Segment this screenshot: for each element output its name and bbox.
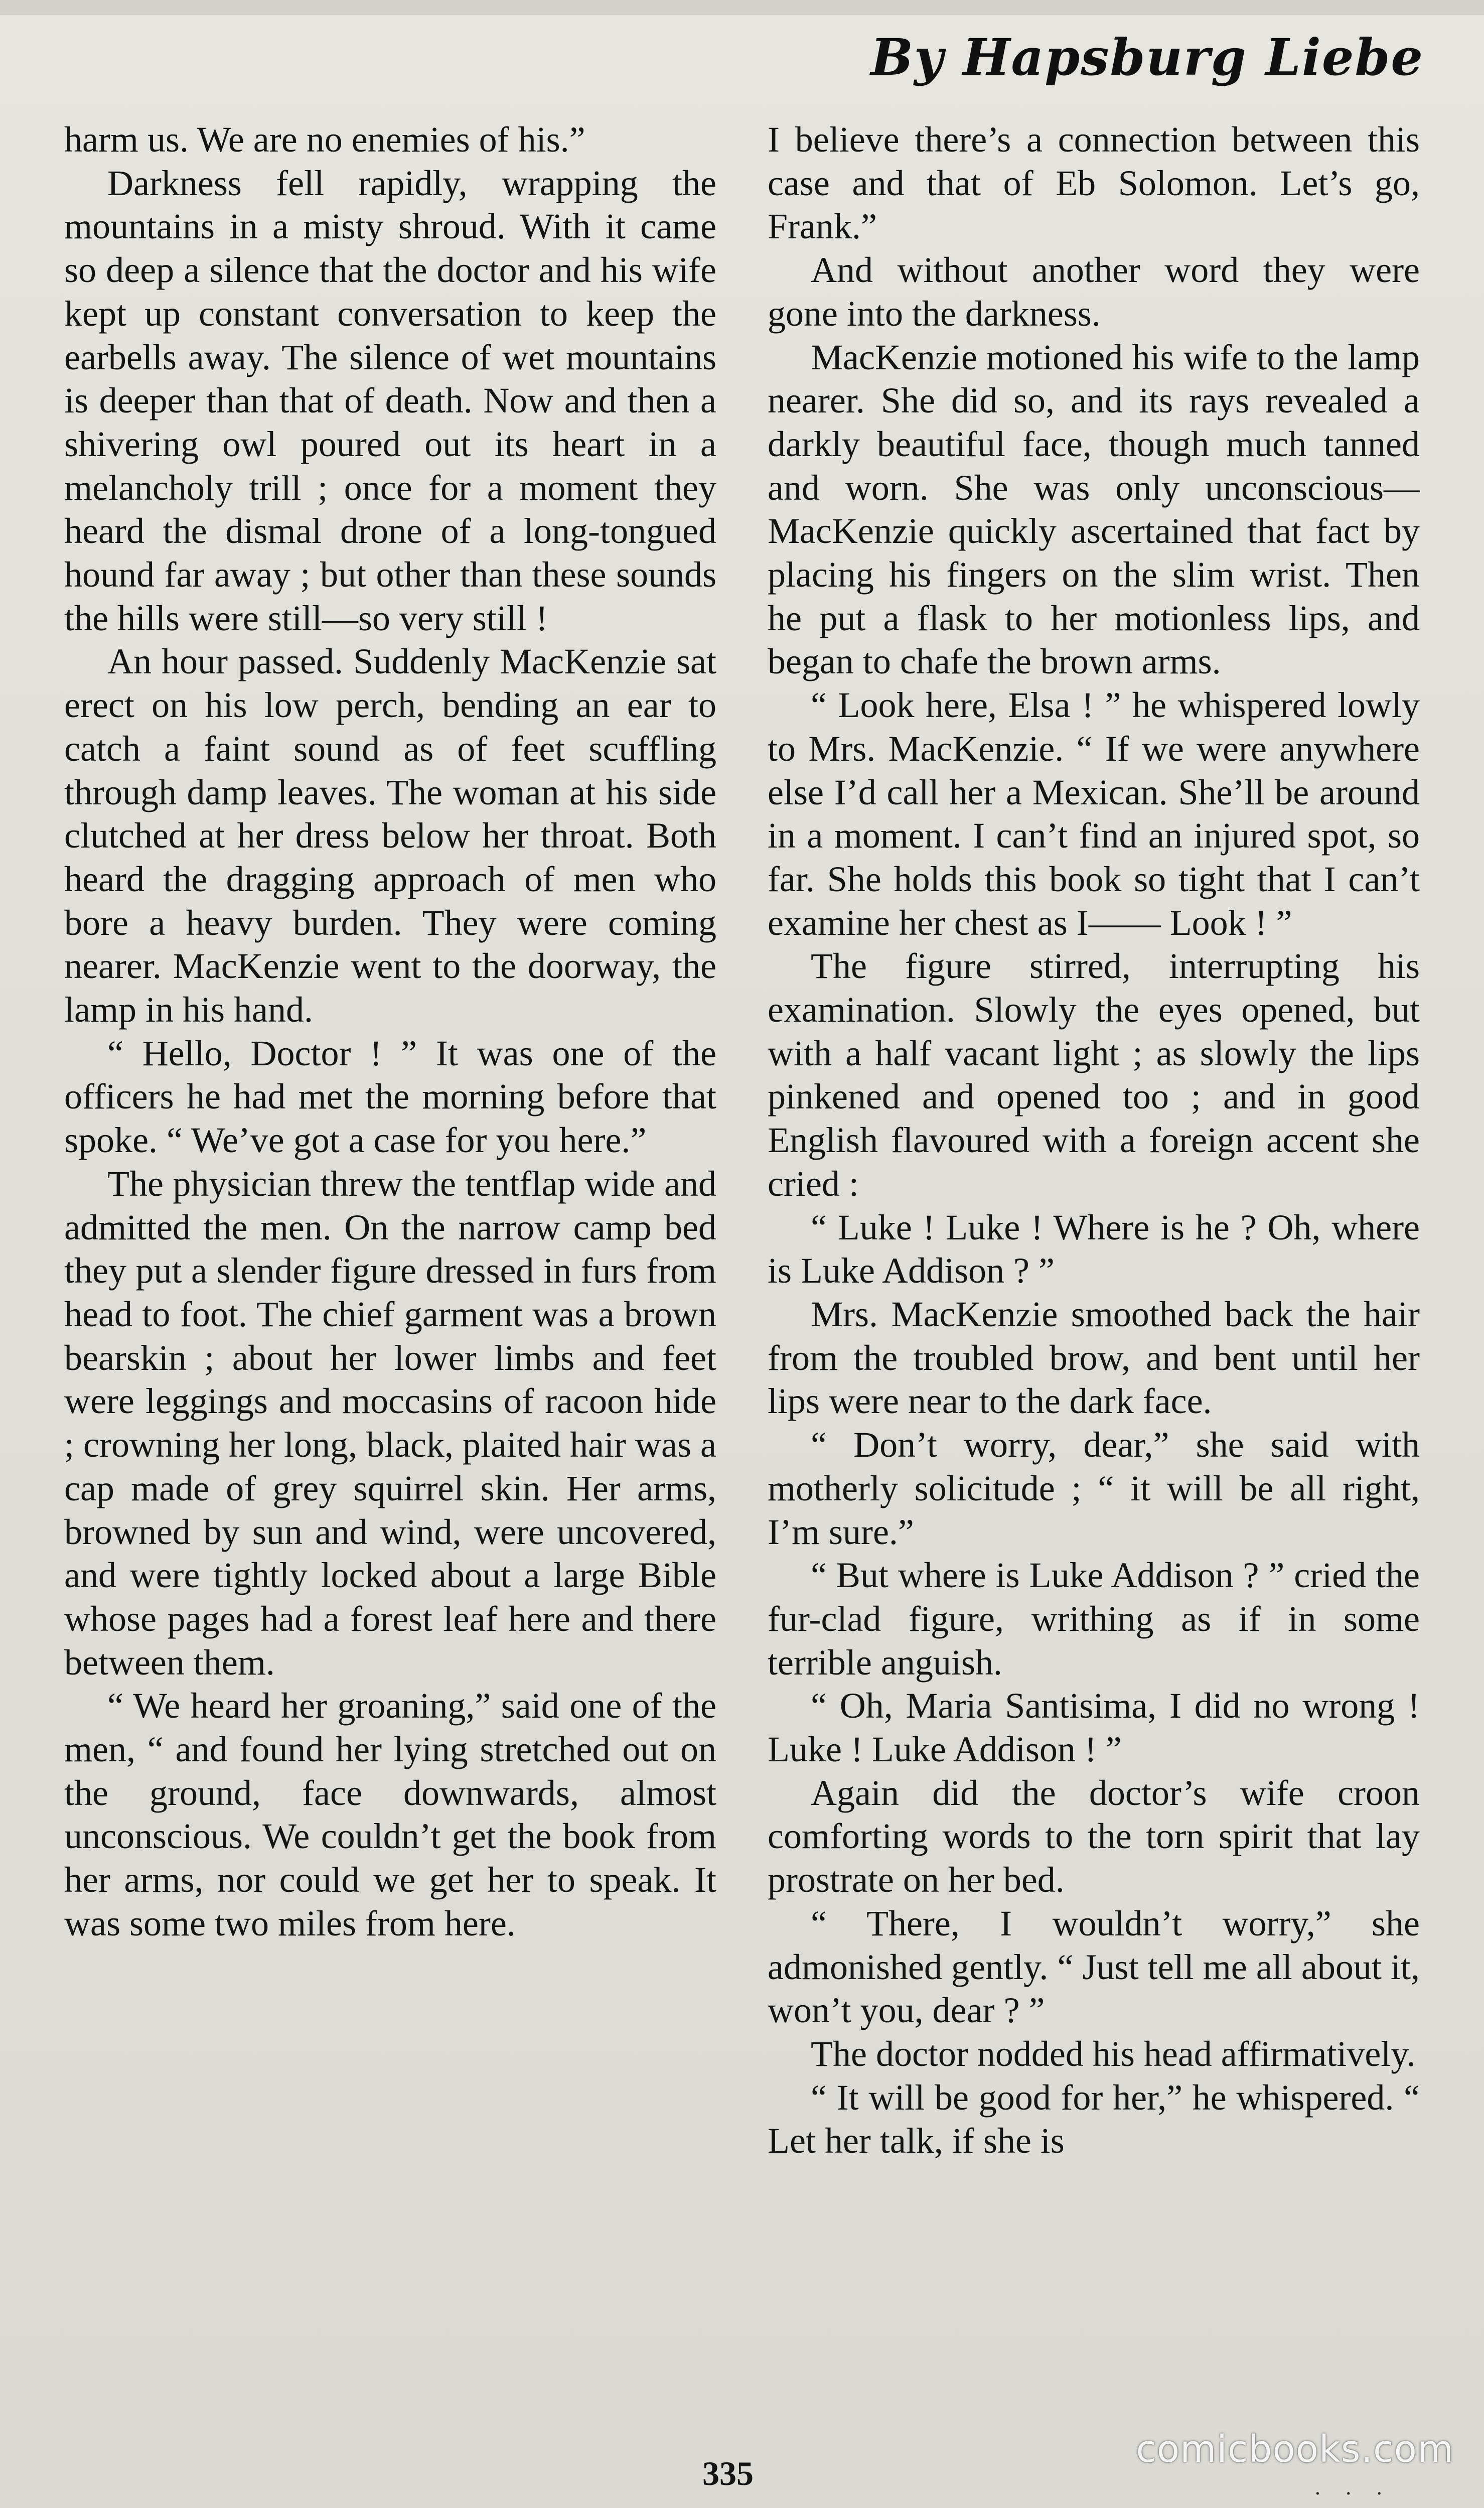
- paragraph: “ Don’t worry, dear,” she said with motherly solicitude ; “ it will be all right, I’m sure.”: [768, 1425, 1420, 1552]
- paragraph: “ Look here, Elsa ! ” he whispered lowly to Mrs. MacKenzie. “ If we were anywhere else I’d call her a Mexican. She’ll be around in a moment. I can’t find an injured spot, so far. She holds this book so tight that I can’t examine her chest as I—— Look ! ”: [768, 685, 1420, 943]
- author-byline: By Hapsburg Liebe: [870, 28, 1424, 87]
- paragraph: “ Hello, Doctor ! ” It was one of the officers he had met the morning before that spoke. “ We’ve got a case for you here.”: [64, 1033, 716, 1161]
- paragraph: Darkness fell rapidly, wrapping the mountains in a misty shroud. With it came so deep a silence that the doctor and his wife kept up constant conversation to keep the earbells away. The silence of wet mountains is deeper than that of death. Now and then a shivering owl poured out its heart in a melancholy trill ; once for a moment they heard the dismal drone of a long-tongued hound far away ; but other than these sounds the hills were still—so very still !: [64, 163, 716, 638]
- paragraph: MacKenzie motioned his wife to the lamp nearer. She did so, and its rays revealed a darkly beautiful face, though much tanned and worn. She was only unconscious—MacKenzie quickly ascertained that fact by placing his fingers on the slim wrist. Then he put a flask to her motionless lips, and began to chafe the brown arms.: [768, 337, 1420, 682]
- paragraph: The doctor nodded his head affirmatively.: [811, 2033, 1416, 2074]
- paragraph: The figure stirred, interrupting his examination. Slowly the eyes opened, but with a half vacant light ; as slowly the lips pinkened and opened too ; and in good English flavoured with a foreign accent she cried :: [768, 946, 1420, 1204]
- paragraph: “ It will be good for her,” he whispered. “ Let her talk, if she is: [768, 2077, 1420, 2161]
- page-top-edge: [0, 0, 1484, 15]
- paragraph: “ We heard her groaning,” said one of the men, “ and found her lying stretched out on the ground, face downwards, almost unconscious. We couldn’t get the book from her arms, nor could we get her to speak. It was some two miles from here.: [64, 1686, 716, 1943]
- left-text-column: [64, 118, 716, 1945]
- paragraph: The physician threw the tentflap wide and admitted the men. On the narrow camp bed they put a slender figure dressed in furs from head to foot. The chief garment was a brown bearskin ; about her lower limbs and feet were leggings and moccasins of racoon hide ; crowning her long, black, plaited hair was a cap made of grey squirrel skin. Her arms, browned by sun and wind, were uncovered, and were tightly locked about a large Bible whose pages had a forest leaf here and there between them.: [64, 1163, 716, 1683]
- ellipsis-marks: . . .: [1314, 2476, 1392, 2499]
- paragraph: I believe there’s a connection between this case and that of Eb Solomon. Let’s go, Frank.”: [768, 119, 1420, 247]
- watermark-logo: comicbooks.com: [1136, 2428, 1454, 2471]
- right-text-column: [768, 118, 1420, 2163]
- page-number: 335: [702, 2454, 754, 2492]
- paragraph: Again did the doctor’s wife croon comforting words to the torn spirit that lay prostrate on her bed.: [768, 1772, 1420, 1900]
- paragraph: “ Luke ! Luke ! Where is he ? Oh, where is Luke Addison ? ”: [768, 1207, 1420, 1291]
- paragraph: harm us. We are no enemies of his.”: [64, 119, 585, 160]
- paragraph: “ Oh, Maria Santisima, I did no wrong ! Luke ! Luke Addison ! ”: [768, 1686, 1420, 1770]
- paragraph: Mrs. MacKenzie smoothed back the hair from the troubled brow, and bent until her lips were near to the dark face.: [768, 1294, 1420, 1422]
- paragraph: And without another word they were gone into the darkness.: [768, 250, 1420, 334]
- paragraph: “ But where is Luke Addison ? ” cried the fur-clad figure, writhing as if in some terrible anguish.: [768, 1555, 1420, 1683]
- paragraph: An hour passed. Suddenly MacKenzie sat erect on his low perch, bending an ear to catch a faint sound as of feet scuffling through damp leaves. The woman at his side clutched at her dress below her throat. Both heard the dragging approach of men who bore a heavy burden. They were coming nearer. MacKenzie went to the doorway, the lamp in his hand.: [64, 641, 716, 1030]
- paragraph: “ There, I wouldn’t worry,” she admonished gently. “ Just tell me all about it, won’t you, dear ? ”: [768, 1903, 1420, 2031]
